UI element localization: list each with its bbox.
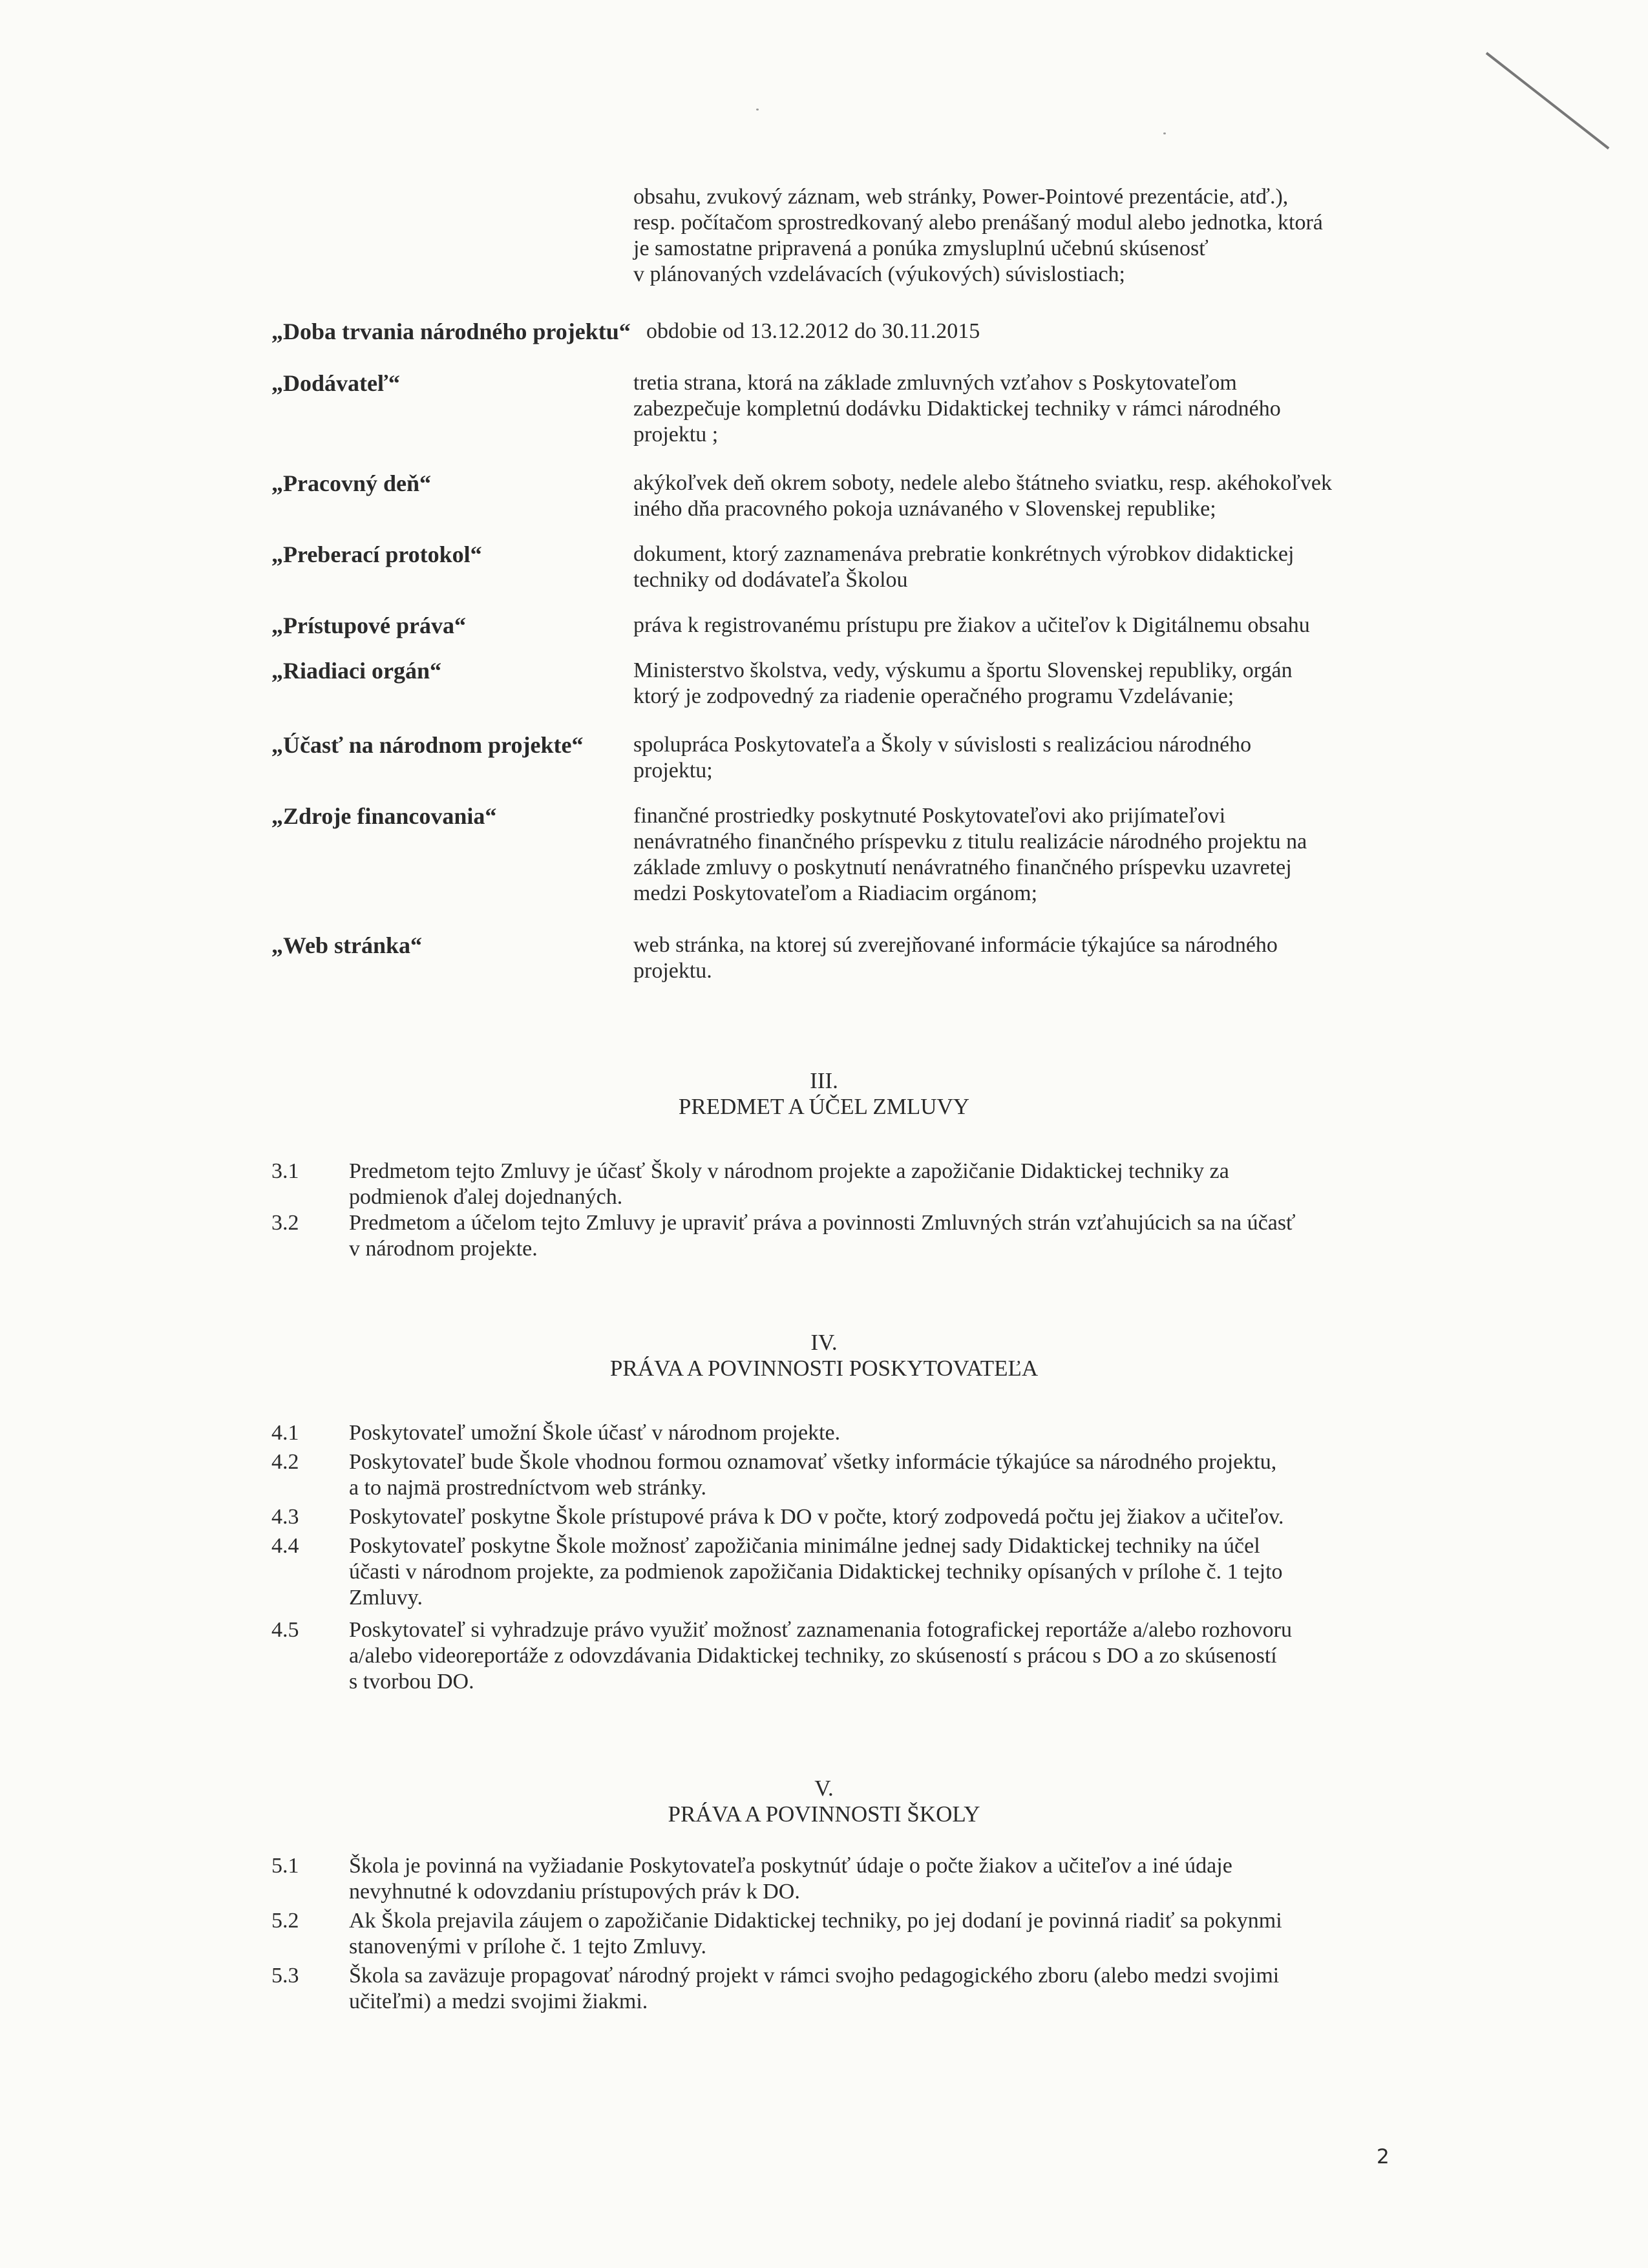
text-line: Škola je povinná na vyžiadanie Poskytovateľa poskytnúť údaje o počte žiakov a učiteľov a iné údaje [349,1854,1232,1878]
clause-number: 4.3 [271,1505,299,1529]
text-line: nevyhnutné k odovzdaniu prístupových práv k DO. [349,1880,800,1904]
definition-term: „Riadiaci orgán“ [271,658,442,684]
clause-4-4 [271,1533,1474,1611]
text-line: projektu. [633,959,712,983]
definition-zdroje-financovania [271,803,1474,907]
page-number: 2 [1377,2145,1389,2168]
text-line: iného dňa pracovného pokoja uznávaného v Slovenskej republike; [633,497,1216,521]
text-line: základe zmluvy o poskytnutí nenávratného finančného príspevku uzavretej [633,856,1292,879]
text-line: práva k registrovanému prístupu pre žiakov a učiteľov k Digitálnemu obsahu [633,613,1310,637]
definition-meaning [633,319,1474,344]
definition-meaning [633,658,1474,709]
text-line: zabezpečuje kompletnú dodávku Didaktickej techniky v rámci národného [633,397,1281,421]
text-line: resp. počítačom sprostredkovaný alebo prenášaný modul alebo jednotka, ktorá [633,211,1323,235]
definition-meaning [633,932,1474,984]
definition-term: „Dodávateľ“ [271,370,400,396]
clause-text [349,1210,1474,1262]
definition-dodavatel [271,370,1474,448]
text-line: Poskytovateľ bude Škole vhodnou formou oznamovať všetky informácie týkajúce sa národného projektu, [349,1450,1277,1474]
clause-3-1 [271,1159,1474,1210]
definition-meaning [633,370,1474,448]
clause-number: 3.2 [271,1211,299,1235]
clause-5-1 [271,1853,1474,1905]
definition-ucast-na-projekte [271,732,1474,784]
clause-3-2 [271,1210,1474,1262]
text-line: Ministerstvo školstva, vedy, výskumu a športu Slovenskej republiky, orgán [633,658,1293,682]
text-line: medzi Poskytovateľom a Riadiacim orgánom; [633,881,1038,905]
definition-term: „Zdroje financovania“ [271,803,497,829]
text-line: obsahu, zvukový záznam, web stránky, Power-Pointové prezentácie, atď.), [633,185,1289,209]
text-line: akýkoľvek deň okrem soboty, nedele alebo štátneho sviatku, resp. akéhokoľvek [633,471,1333,495]
definition-meaning [633,470,1474,522]
definition-term: „Pracovný deň“ [271,470,431,496]
text-line: projektu; [633,759,713,782]
section-heading-iv [0,1330,1648,1381]
text-line: účasti v národnom projekte, za podmienok zapožičania Didaktickej techniky opísaných v prílohe č. 1 tejto [349,1560,1283,1584]
text-line: Poskytovateľ poskytne Škole možnosť zapožičania minimálne jednej sady Didaktickej techniky na účel [349,1534,1260,1558]
text-line: Predmetom a účelom tejto Zmluvy je upraviť práva a povinnosti Zmluvných strán vzťahujúcich sa na účasť [349,1211,1296,1235]
clause-number: 4.2 [271,1450,299,1474]
clause-number: 4.4 [271,1534,299,1558]
text-line: Zmluvy. [349,1586,423,1610]
section-heading-v [0,1776,1648,1827]
section-number: IV. [810,1330,838,1355]
text-line: a/alebo videoreportáže z odovzdávania Didaktickej techniky, zo skúseností s prácou s DO a zo skúseností [349,1644,1277,1668]
clause-text [349,1853,1474,1905]
text-line: Poskytovateľ si vyhradzuje právo využiť možnosť zaznamenania fotografickej reportáže a/alebo rozhovoru [349,1618,1292,1642]
scan-smudge [756,109,759,110]
text-line: obdobie od 13.12.2012 do 30.11.2015 [646,319,980,343]
text-line: tretia strana, ktorá na základe zmluvných vzťahov s Poskytovateľom [633,371,1237,395]
text-line: nenávratného finančného príspevku z titulu realizácie národného projektu na [633,830,1307,854]
text-line: a to najmä prostredníctvom web stránky. [349,1476,706,1500]
text-line: učiteľmi) a medzi svojimi žiakmi. [349,1990,648,2013]
clause-text [349,1533,1474,1611]
section-title: PRÁVA A POVINNOSTI POSKYTOVATEĽA [609,1356,1039,1381]
section-number: III. [810,1068,838,1093]
text-line: s tvorbou DO. [349,1670,474,1694]
scan-corner-mark [1486,52,1610,149]
definition-term: „Preberací protokol“ [271,541,482,567]
clause-4-5 [271,1617,1474,1695]
text-line: dokument, ktorý zaznamenáva prebratie konkrétnych výrobkov didaktickej [633,542,1294,566]
definition-meaning [633,803,1474,907]
definition-term: „Účasť na národnom projekte“ [271,732,584,758]
definition-term: „Web stránka“ [271,932,423,958]
definition-continuation [633,184,1474,288]
section-title: PREDMET A ÚČEL ZMLUVY [678,1094,970,1119]
text-line: spolupráca Poskytovateľa a Školy v súvislosti s realizáciou národného [633,733,1252,757]
clause-4-2 [271,1449,1474,1501]
text-line: finančné prostriedky poskytnuté Poskytovateľovi ako prijímateľovi [633,804,1226,828]
definition-pracovny-den [271,470,1474,522]
clause-5-3 [271,1963,1474,2015]
definition-term: „Doba trvania národného projektu“ [271,319,631,344]
clause-number: 4.1 [271,1421,299,1445]
text-line: je samostatne pripravená a ponúka zmysluplnú učebnú skúsenosť [633,236,1209,260]
definition-meaning [633,613,1474,638]
text-line: Poskytovateľ umožní Škole účasť v národnom projekte. [349,1421,841,1445]
definition-riadiaci-organ [271,658,1474,709]
clause-number: 3.1 [271,1159,299,1183]
text-line: Poskytovateľ poskytne Škole prístupové práva k DO v počte, ktorý zodpovedá počtu jej žiakov a učiteľov. [349,1505,1284,1529]
clause-text [349,1159,1474,1210]
text-line: projektu ; [633,423,719,446]
clause-4-3 [271,1504,1474,1530]
clause-5-2 [271,1908,1474,1960]
definition-meaning [633,541,1474,593]
definition-term: „Prístupové práva“ [271,613,466,638]
clause-text [349,1908,1474,1960]
text-line: ktorý je zodpovedný za riadenie operačného programu Vzdelávanie; [633,684,1234,708]
clause-text [349,1420,1474,1446]
clause-4-1 [271,1420,1474,1446]
section-heading-iii [0,1068,1648,1120]
clause-text [349,1449,1474,1501]
section-title: PRÁVA A POVINNOSTI ŠKOLY [668,1801,980,1827]
text-line: Predmetom tejto Zmluvy je účasť Školy v národnom projekte a zapožičanie Didaktickej techniky za [349,1159,1229,1183]
definition-pristupove-prava [271,613,1474,638]
clause-text [349,1963,1474,2015]
text-line: Ak Škola prejavila záujem o zapožičanie Didaktickej techniky, po jej dodaní je povinná riadiť sa pokynmi [349,1909,1282,1933]
definition-meaning [633,732,1474,784]
text-line: podmienok ďalej dojednaných. [349,1185,623,1209]
clause-number: 4.5 [271,1618,299,1642]
text-line: v národnom projekte. [349,1237,538,1261]
definition-preberaci-protokol [271,541,1474,593]
definition-web-stranka [271,932,1474,984]
text-line: web stránka, na ktorej sú zverejňované informácie týkajúce sa národného [633,933,1278,957]
section-number: V. [814,1776,834,1801]
clause-number: 5.2 [271,1909,299,1933]
text-line: stanovenými v prílohe č. 1 tejto Zmluvy. [349,1935,707,1958]
scan-smudge [1163,132,1166,134]
clause-number: 5.3 [271,1964,299,1988]
clause-text [349,1504,1474,1530]
definition-doba-trvania [271,319,1474,344]
clause-number: 5.1 [271,1854,299,1878]
clause-text [349,1617,1474,1695]
text-line: v plánovaných vzdelávacích (výukových) súvislostiach; [633,262,1125,286]
text-line: Škola sa zaväzuje propagovať národný projekt v rámci svojho pedagogického zboru (alebo medzi svojimi [349,1964,1280,1988]
text-line: techniky od dodávateľa Školou [633,568,908,592]
